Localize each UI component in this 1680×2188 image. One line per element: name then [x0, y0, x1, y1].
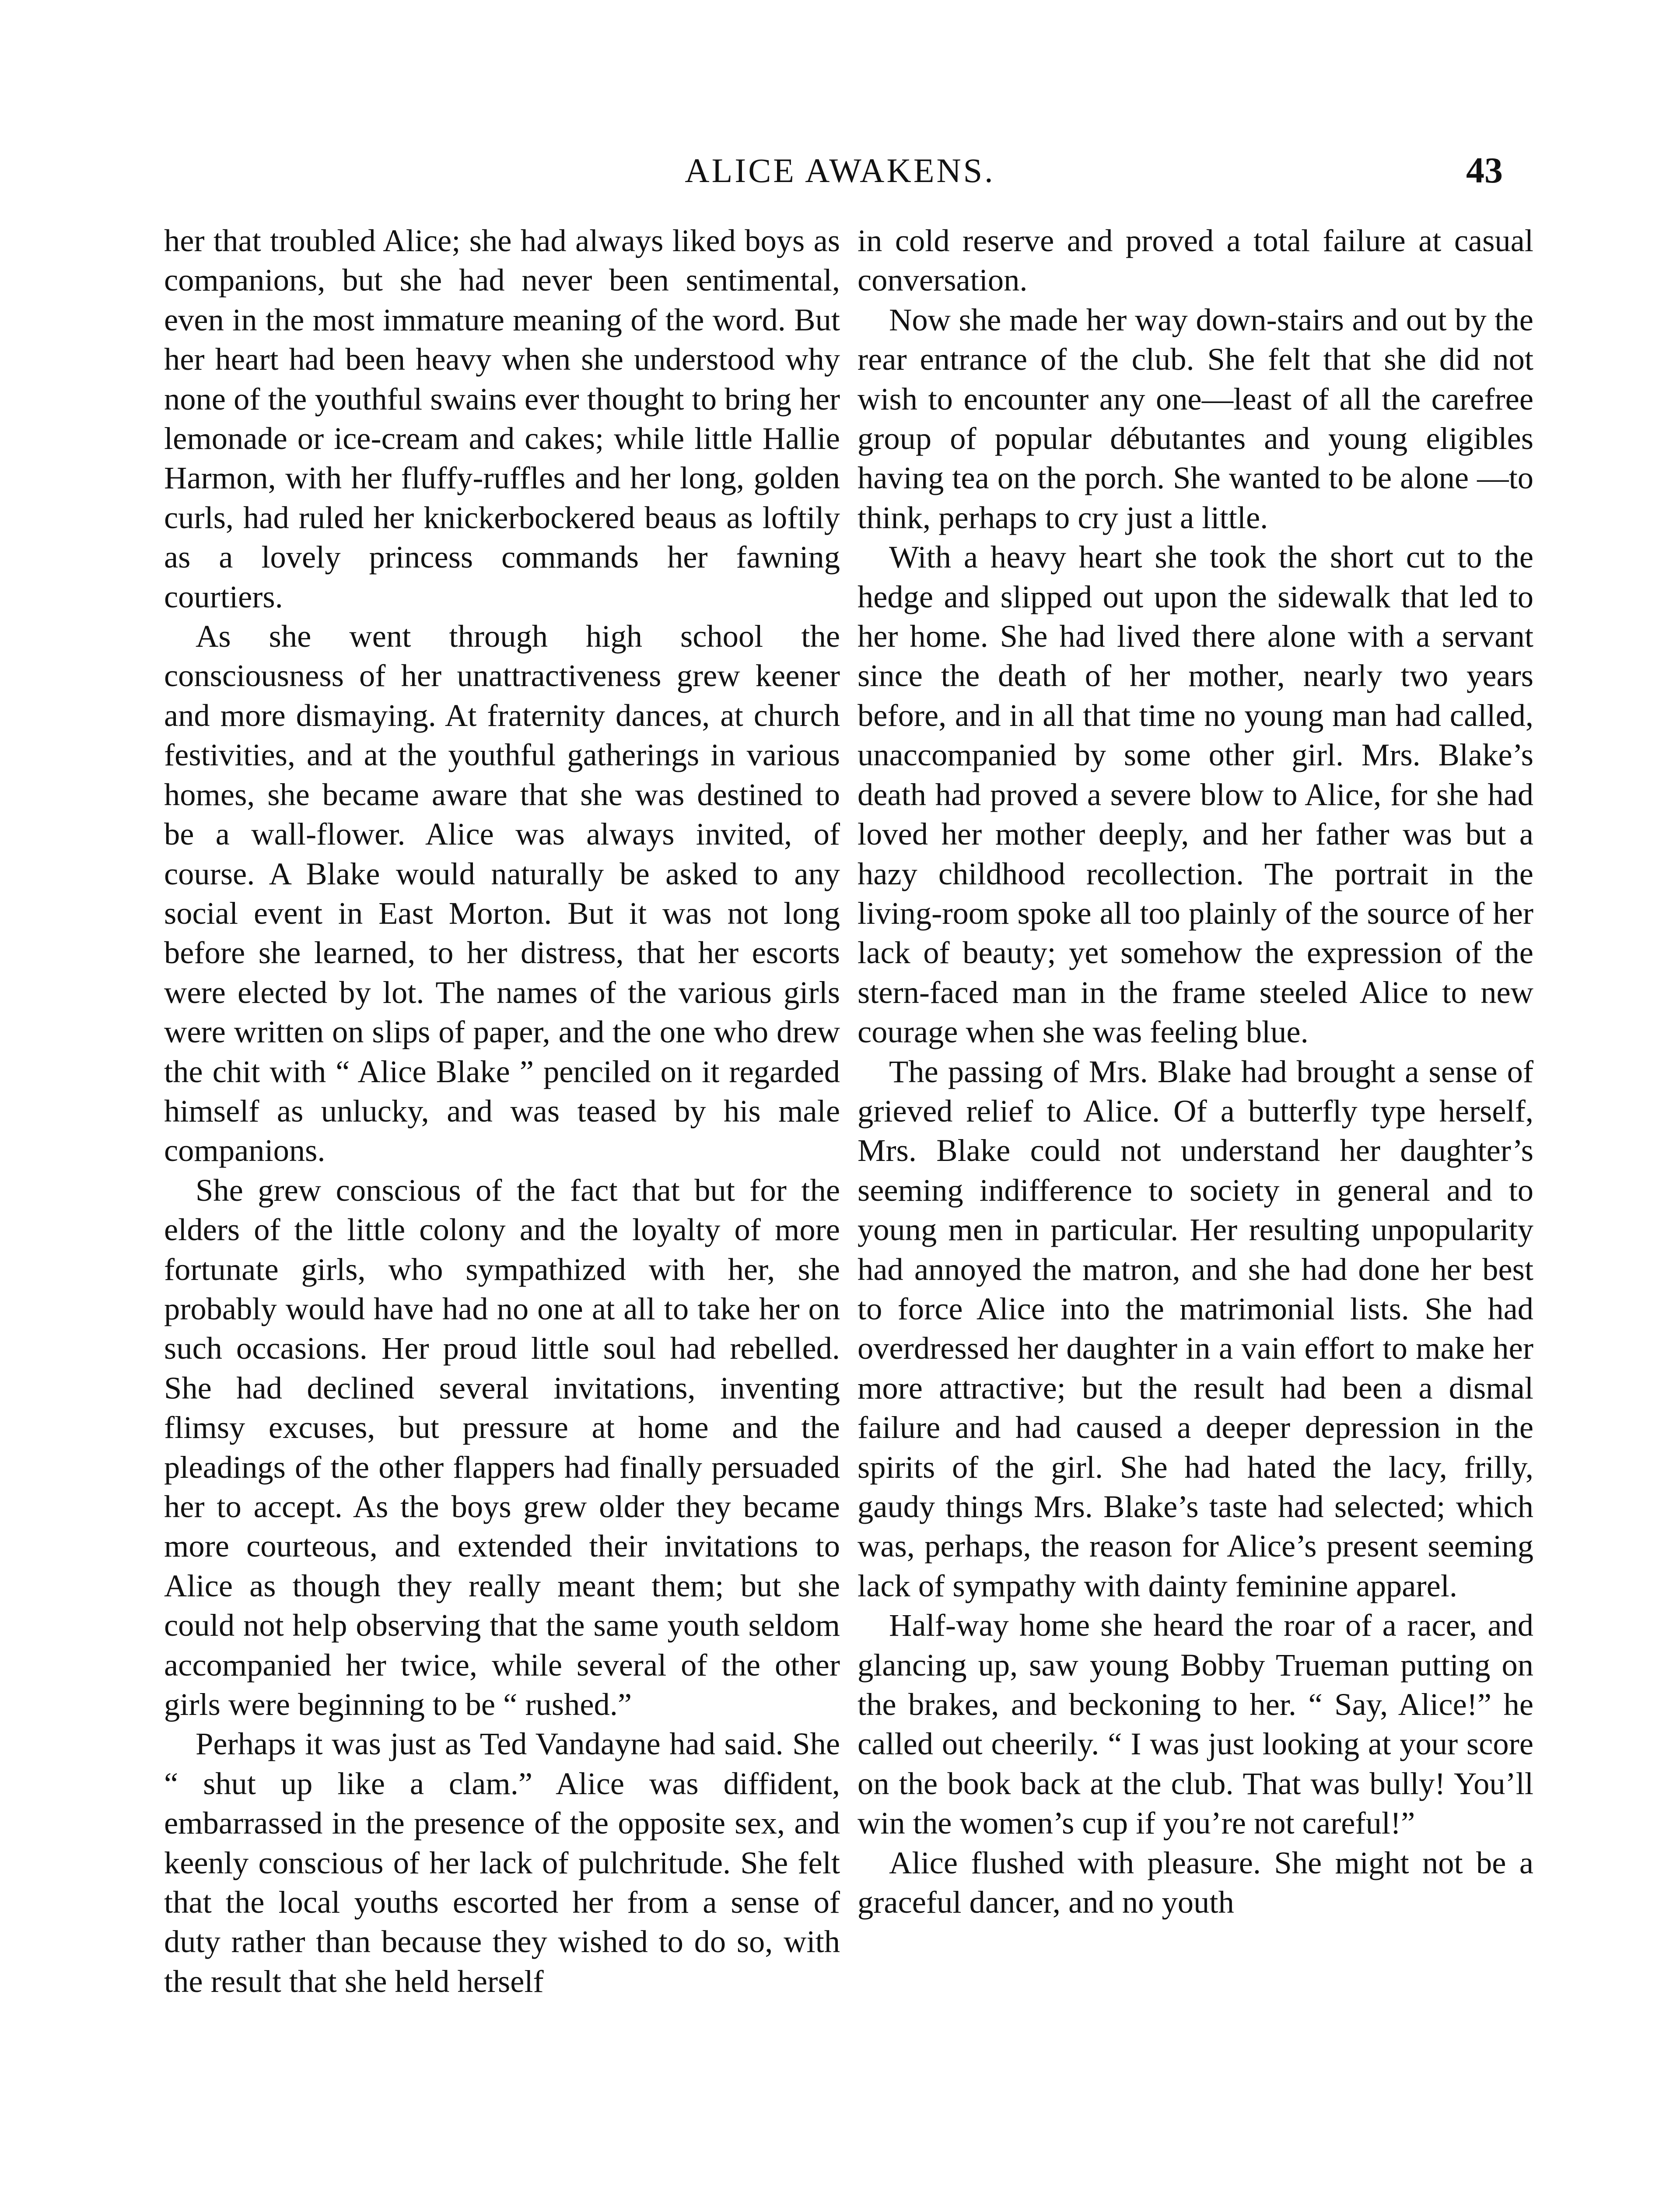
page-number: 43: [1466, 150, 1503, 191]
paragraph: in cold reserve and proved a total failure at casual conversation.: [858, 223, 1533, 298]
paragraph: She grew conscious of the fact that but for the elders of the little colony and the loyalty of more fortunate girls, who sympathized with her, she probably would have had no one at all to take her on such occasions. Her proud little soul had rebelled. She had declined several invitations, inventing flimsy excuses, but pressure at home and the pleadings of the other flappers had finally persuaded her to accept. As the boys grew older they became more courteous, and extended their invitations to Alice as though they really meant them; but she could not help observing that the same youth seldom accompanied her twice, while several of the other girls were beginning to be “ rushed.”: [164, 1172, 840, 1722]
paragraph: Now she made her way down-stairs and out by the rear entrance of the club. She felt that she did not wish to encounter any one—least of all the carefree group of popular débutantes and young eligibles having tea on the porch. She wanted to be alone —to think, perhaps to cry just a little.: [858, 302, 1533, 535]
paragraph: Half-way home she heard the roar of a racer, and glancing up, saw young Bobby Trueman putting on the brakes, and beckoning to her. “ Say, Alice!” he called out cheerily. “ I was just looking at your score on the book back at the club. That was bully! You’ll win the women’s cup if you’re not careful!”: [858, 1607, 1533, 1841]
paragraph: With a heavy heart she took the short cut to the hedge and slipped out upon the sidewalk that led to her home. She had lived there alone with a servant since the death of her mother, nearly two years before, and in all that time no young man had called, unaccompanied by some other girl. Mrs. Blake’s death had proved a severe blow to Alice, for she had loved her mother deeply, and her father was but a hazy childhood recollection. The portrait in the living-room spoke all too plainly of the source of her lack of beauty; yet somehow the expression of the stern-faced man in the frame steeled Alice to new courage when she was feeling blue.: [858, 539, 1533, 1050]
running-title: ALICE AWAKENS.: [685, 151, 995, 189]
running-head: [0, 144, 1680, 197]
paragraph: her that troubled Alice; she had always liked boys as companions, but she had never been sentimental, even in the most immature meaning of the word. But her heart had been heavy when she understood why none of the youthful swains ever thought to bring her lemonade or ice-cream and cakes; while little Hallie Harmon, with her fluffy-ruffles and her long, golden curls, had ruled her knickerbockered beaus as loftily as a lovely princess commands her fawning courtiers.: [164, 223, 840, 614]
left-text-column: [164, 221, 840, 2001]
paragraph: As she went through high school the consciousness of her unattractiveness grew keener and more dismaying. At fraternity dances, at church festivities, and at the youthful gatherings in various homes, she became aware that she was destined to be a wall-flower. Alice was always invited, of course. A Blake would naturally be asked to any social event in East Morton. But it was not long before she learned, to her distress, that her escorts were elected by lot. The names of the various girls were written on slips of paper, and the one who drew the chit with “ Alice Blake ” penciled on it regarded himself as unlucky, and was teased by his male companions.: [164, 618, 840, 1168]
paragraph: Alice flushed with pleasure. She might not be a graceful dancer, and no youth: [858, 1844, 1533, 1920]
right-text-column: [858, 221, 1533, 1922]
paragraph: The passing of Mrs. Blake had brought a sense of grieved relief to Alice. Of a butterfly type herself, Mrs. Blake could not understand her daughter’s seeming indifference to society in general and to young men in particular. Her resulting unpopularity had annoyed the matron, and she had done her best to force Alice into the matrimonial lists. She had overdressed her daughter in a vain effort to make her more attractive; but the result had been a dismal failure and had caused a deeper depression in the spirits of the girl. She had hated the lacy, frilly, gaudy things Mrs. Blake’s taste had selected; which was, perhaps, the reason for Alice’s present seeming lack of sympathy with dainty feminine apparel.: [858, 1053, 1533, 1603]
paragraph: Perhaps it was just as Ted Vandayne had said. She “ shut up like a clam.” Alice was diffident, embarrassed in the presence of the opposite sex, and keenly conscious of her lack of pulchritude. She felt that the local youths escorted her from a sense of duty rather than because they wished to do so, with the result that she held herself: [164, 1726, 840, 1999]
